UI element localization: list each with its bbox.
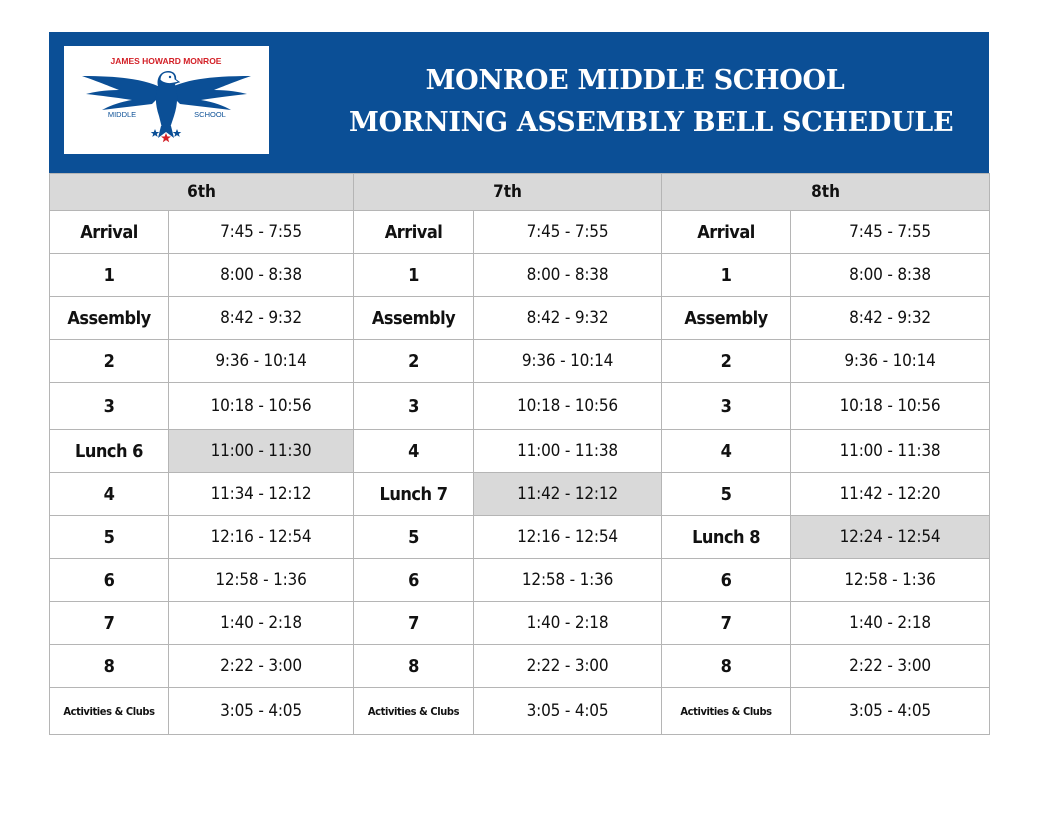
period-name: 8 xyxy=(354,645,474,688)
period-time: 10:18 - 10:56 xyxy=(791,383,990,430)
period-name: Assembly xyxy=(662,297,791,340)
title-line-2: MORNING ASSEMBLY BELL SCHEDULE xyxy=(349,107,954,138)
period-name: 7 xyxy=(50,602,169,645)
header-banner xyxy=(49,32,989,173)
period-time: 12:16 - 12:54 xyxy=(474,516,662,559)
school-logo xyxy=(64,46,269,154)
period-time: 12:58 - 1:36 xyxy=(474,559,662,602)
title-line-1: MONROE MIDDLE SCHOOL xyxy=(425,65,845,96)
grade-header: 7th xyxy=(354,174,662,211)
period-time: 8:00 - 8:38 xyxy=(474,254,662,297)
period-name: 1 xyxy=(662,254,791,297)
period-name: 7 xyxy=(662,602,791,645)
period-time: 8:00 - 8:38 xyxy=(169,254,354,297)
grade-header: 6th xyxy=(50,174,354,211)
period-time: 11:34 - 12:12 xyxy=(169,473,354,516)
period-name: 8 xyxy=(662,645,791,688)
period-time: 12:58 - 1:36 xyxy=(791,559,990,602)
period-time: 9:36 - 10:14 xyxy=(791,340,990,383)
period-time: 2:22 - 3:00 xyxy=(169,645,354,688)
period-time: 3:05 - 4:05 xyxy=(791,688,990,735)
grade-header: 8th xyxy=(662,174,990,211)
period-name: 4 xyxy=(50,473,169,516)
lunch-time-cell: 11:42 - 12:12 xyxy=(474,473,662,516)
period-name: 3 xyxy=(662,383,791,430)
period-time: 8:42 - 9:32 xyxy=(169,297,354,340)
period-time: 1:40 - 2:18 xyxy=(169,602,354,645)
period-name: 4 xyxy=(354,430,474,473)
eagle-icon xyxy=(64,46,269,154)
grade-header-row xyxy=(50,174,990,211)
period-name: 3 xyxy=(50,383,169,430)
period-name: 3 xyxy=(354,383,474,430)
period-time: 7:45 - 7:55 xyxy=(791,211,990,254)
table-row xyxy=(50,383,990,430)
period-name: Arrival xyxy=(354,211,474,254)
period-time: 2:22 - 3:00 xyxy=(791,645,990,688)
period-name: Lunch 8 xyxy=(662,516,791,559)
table-row xyxy=(50,602,990,645)
period-name: 6 xyxy=(662,559,791,602)
table-row xyxy=(50,340,990,383)
table-row xyxy=(50,254,990,297)
logo-left-text: MIDDLE xyxy=(107,110,137,119)
page-title xyxy=(349,60,954,144)
period-name: 8 xyxy=(50,645,169,688)
period-time: 11:42 - 12:20 xyxy=(791,473,990,516)
period-name: 2 xyxy=(354,340,474,383)
period-name: 6 xyxy=(50,559,169,602)
table-row xyxy=(50,473,990,516)
period-time: 11:00 - 11:38 xyxy=(474,430,662,473)
table-row xyxy=(50,516,990,559)
period-name: Lunch 7 xyxy=(354,473,474,516)
period-time: 3:05 - 4:05 xyxy=(169,688,354,735)
period-name: Arrival xyxy=(50,211,169,254)
period-time: 10:18 - 10:56 xyxy=(474,383,662,430)
table-row xyxy=(50,430,990,473)
period-name: 5 xyxy=(50,516,169,559)
period-name: Activities & Clubs xyxy=(354,688,474,735)
period-time: 12:16 - 12:54 xyxy=(169,516,354,559)
table-row xyxy=(50,211,990,254)
period-name: 1 xyxy=(354,254,474,297)
period-name: 6 xyxy=(354,559,474,602)
period-name: Arrival xyxy=(662,211,791,254)
period-time: 7:45 - 7:55 xyxy=(474,211,662,254)
period-name: 7 xyxy=(354,602,474,645)
period-time: 11:00 - 11:38 xyxy=(791,430,990,473)
period-time: 8:42 - 9:32 xyxy=(791,297,990,340)
period-name: Activities & Clubs xyxy=(50,688,169,735)
table-row xyxy=(50,559,990,602)
period-name: Activities & Clubs xyxy=(662,688,791,735)
table-row xyxy=(50,297,990,340)
period-time: 8:00 - 8:38 xyxy=(791,254,990,297)
period-name: 1 xyxy=(50,254,169,297)
period-time: 3:05 - 4:05 xyxy=(474,688,662,735)
period-name: Lunch 6 xyxy=(50,430,169,473)
period-name: 4 xyxy=(662,430,791,473)
lunch-time-cell: 12:24 - 12:54 xyxy=(791,516,990,559)
period-time: 2:22 - 3:00 xyxy=(474,645,662,688)
table-row xyxy=(50,688,990,735)
logo-right-text: SCHOOL xyxy=(194,110,226,119)
logo-top-text: JAMES HOWARD MONROE xyxy=(110,56,222,66)
period-time: 10:18 - 10:56 xyxy=(169,383,354,430)
period-time: 1:40 - 2:18 xyxy=(474,602,662,645)
bell-schedule-table xyxy=(49,173,990,735)
period-time: 8:42 - 9:32 xyxy=(474,297,662,340)
lunch-time-cell: 11:00 - 11:30 xyxy=(169,430,354,473)
period-name: 5 xyxy=(662,473,791,516)
period-time: 7:45 - 7:55 xyxy=(169,211,354,254)
period-name: 5 xyxy=(354,516,474,559)
period-time: 9:36 - 10:14 xyxy=(474,340,662,383)
table-row xyxy=(50,645,990,688)
period-name: Assembly xyxy=(50,297,169,340)
period-time: 12:58 - 1:36 xyxy=(169,559,354,602)
period-name: 2 xyxy=(662,340,791,383)
period-time: 1:40 - 2:18 xyxy=(791,602,990,645)
period-name: 2 xyxy=(50,340,169,383)
period-name: Assembly xyxy=(354,297,474,340)
period-time: 9:36 - 10:14 xyxy=(169,340,354,383)
